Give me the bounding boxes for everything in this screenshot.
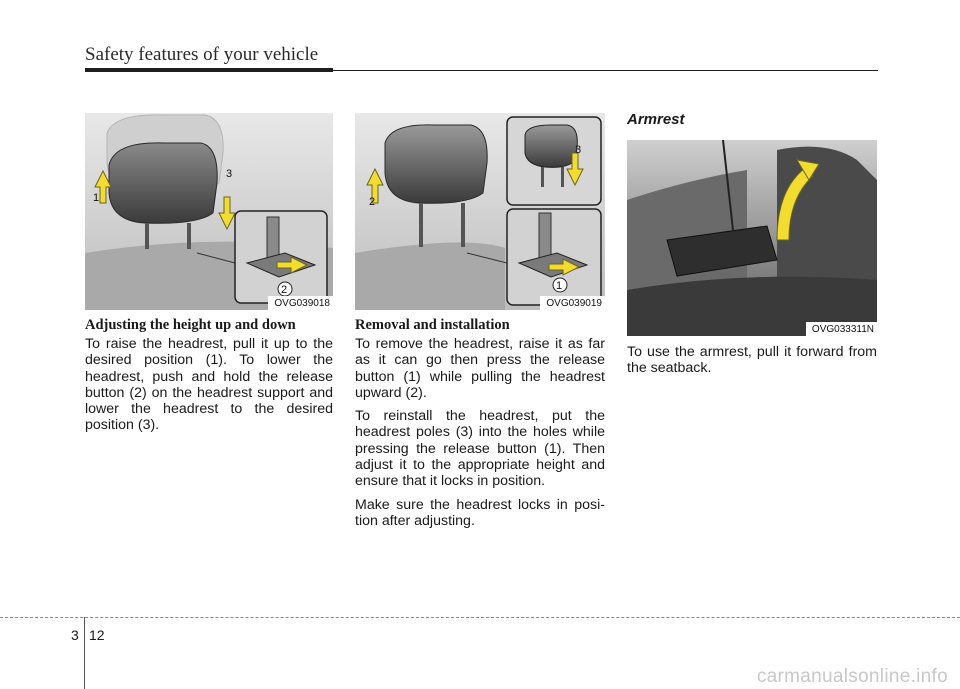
figure-code: OVG039019	[540, 296, 605, 310]
section-heading-armrest: Armrest	[627, 111, 685, 128]
fig1-label-1: 1	[93, 192, 100, 204]
fig1-label-3: 3	[226, 168, 233, 180]
paragraph: To use the armrest, pull it forward from the seatback.	[627, 344, 877, 377]
section-body-height	[85, 336, 333, 441]
fig2-label-1: 1	[556, 280, 563, 292]
fig2-label-2: 2	[369, 196, 376, 208]
page-number: 12	[89, 627, 105, 643]
headrest-removal-illustration	[355, 113, 605, 310]
header-rule-thin	[333, 70, 878, 71]
header-rule-thick	[85, 68, 333, 72]
figure-code: OVG033311N	[806, 322, 877, 336]
section-heading-removal: Removal and installation	[355, 317, 510, 333]
paragraph: To reinstall the headrest, put the headrest poles (3) into the holes while pressing the release button (1). Then adjust it to the appropriate height and ensure that it locks in position.	[355, 408, 605, 490]
fig1-label-2: 2	[281, 284, 288, 296]
fig2-label-3: 3	[575, 144, 582, 156]
figure-headrest-height	[85, 113, 333, 310]
figure-code: OVG039018	[268, 296, 333, 310]
paragraph: Make sure the headrest locks in posi-tion after adjusting.	[355, 496, 605, 529]
footer-dashed-rule	[0, 617, 960, 618]
section-heading-height: Adjusting the height up and down	[85, 317, 296, 333]
watermark: carmanualsonline.info	[756, 666, 948, 687]
headrest-height-illustration	[85, 113, 333, 310]
chapter-number: 3	[71, 627, 79, 643]
paragraph: To remove the headrest, raise it as far as it can go then press the release button (1) while pulling the headrest upward (2).	[355, 336, 605, 401]
figure-armrest	[627, 140, 877, 336]
section-body-removal	[355, 336, 605, 536]
figure-headrest-removal	[355, 113, 605, 310]
page-header-title: Safety features of your vehicle	[85, 44, 319, 65]
section-body-armrest	[627, 344, 877, 384]
footer-vertical-rule	[84, 617, 85, 689]
paragraph: To raise the headrest, pull it up to the desired position (1). To lower the headrest, push and hold the release button (2) on the headrest support and lower the headrest to the desired position (3).	[85, 336, 333, 434]
armrest-illustration	[627, 140, 877, 336]
